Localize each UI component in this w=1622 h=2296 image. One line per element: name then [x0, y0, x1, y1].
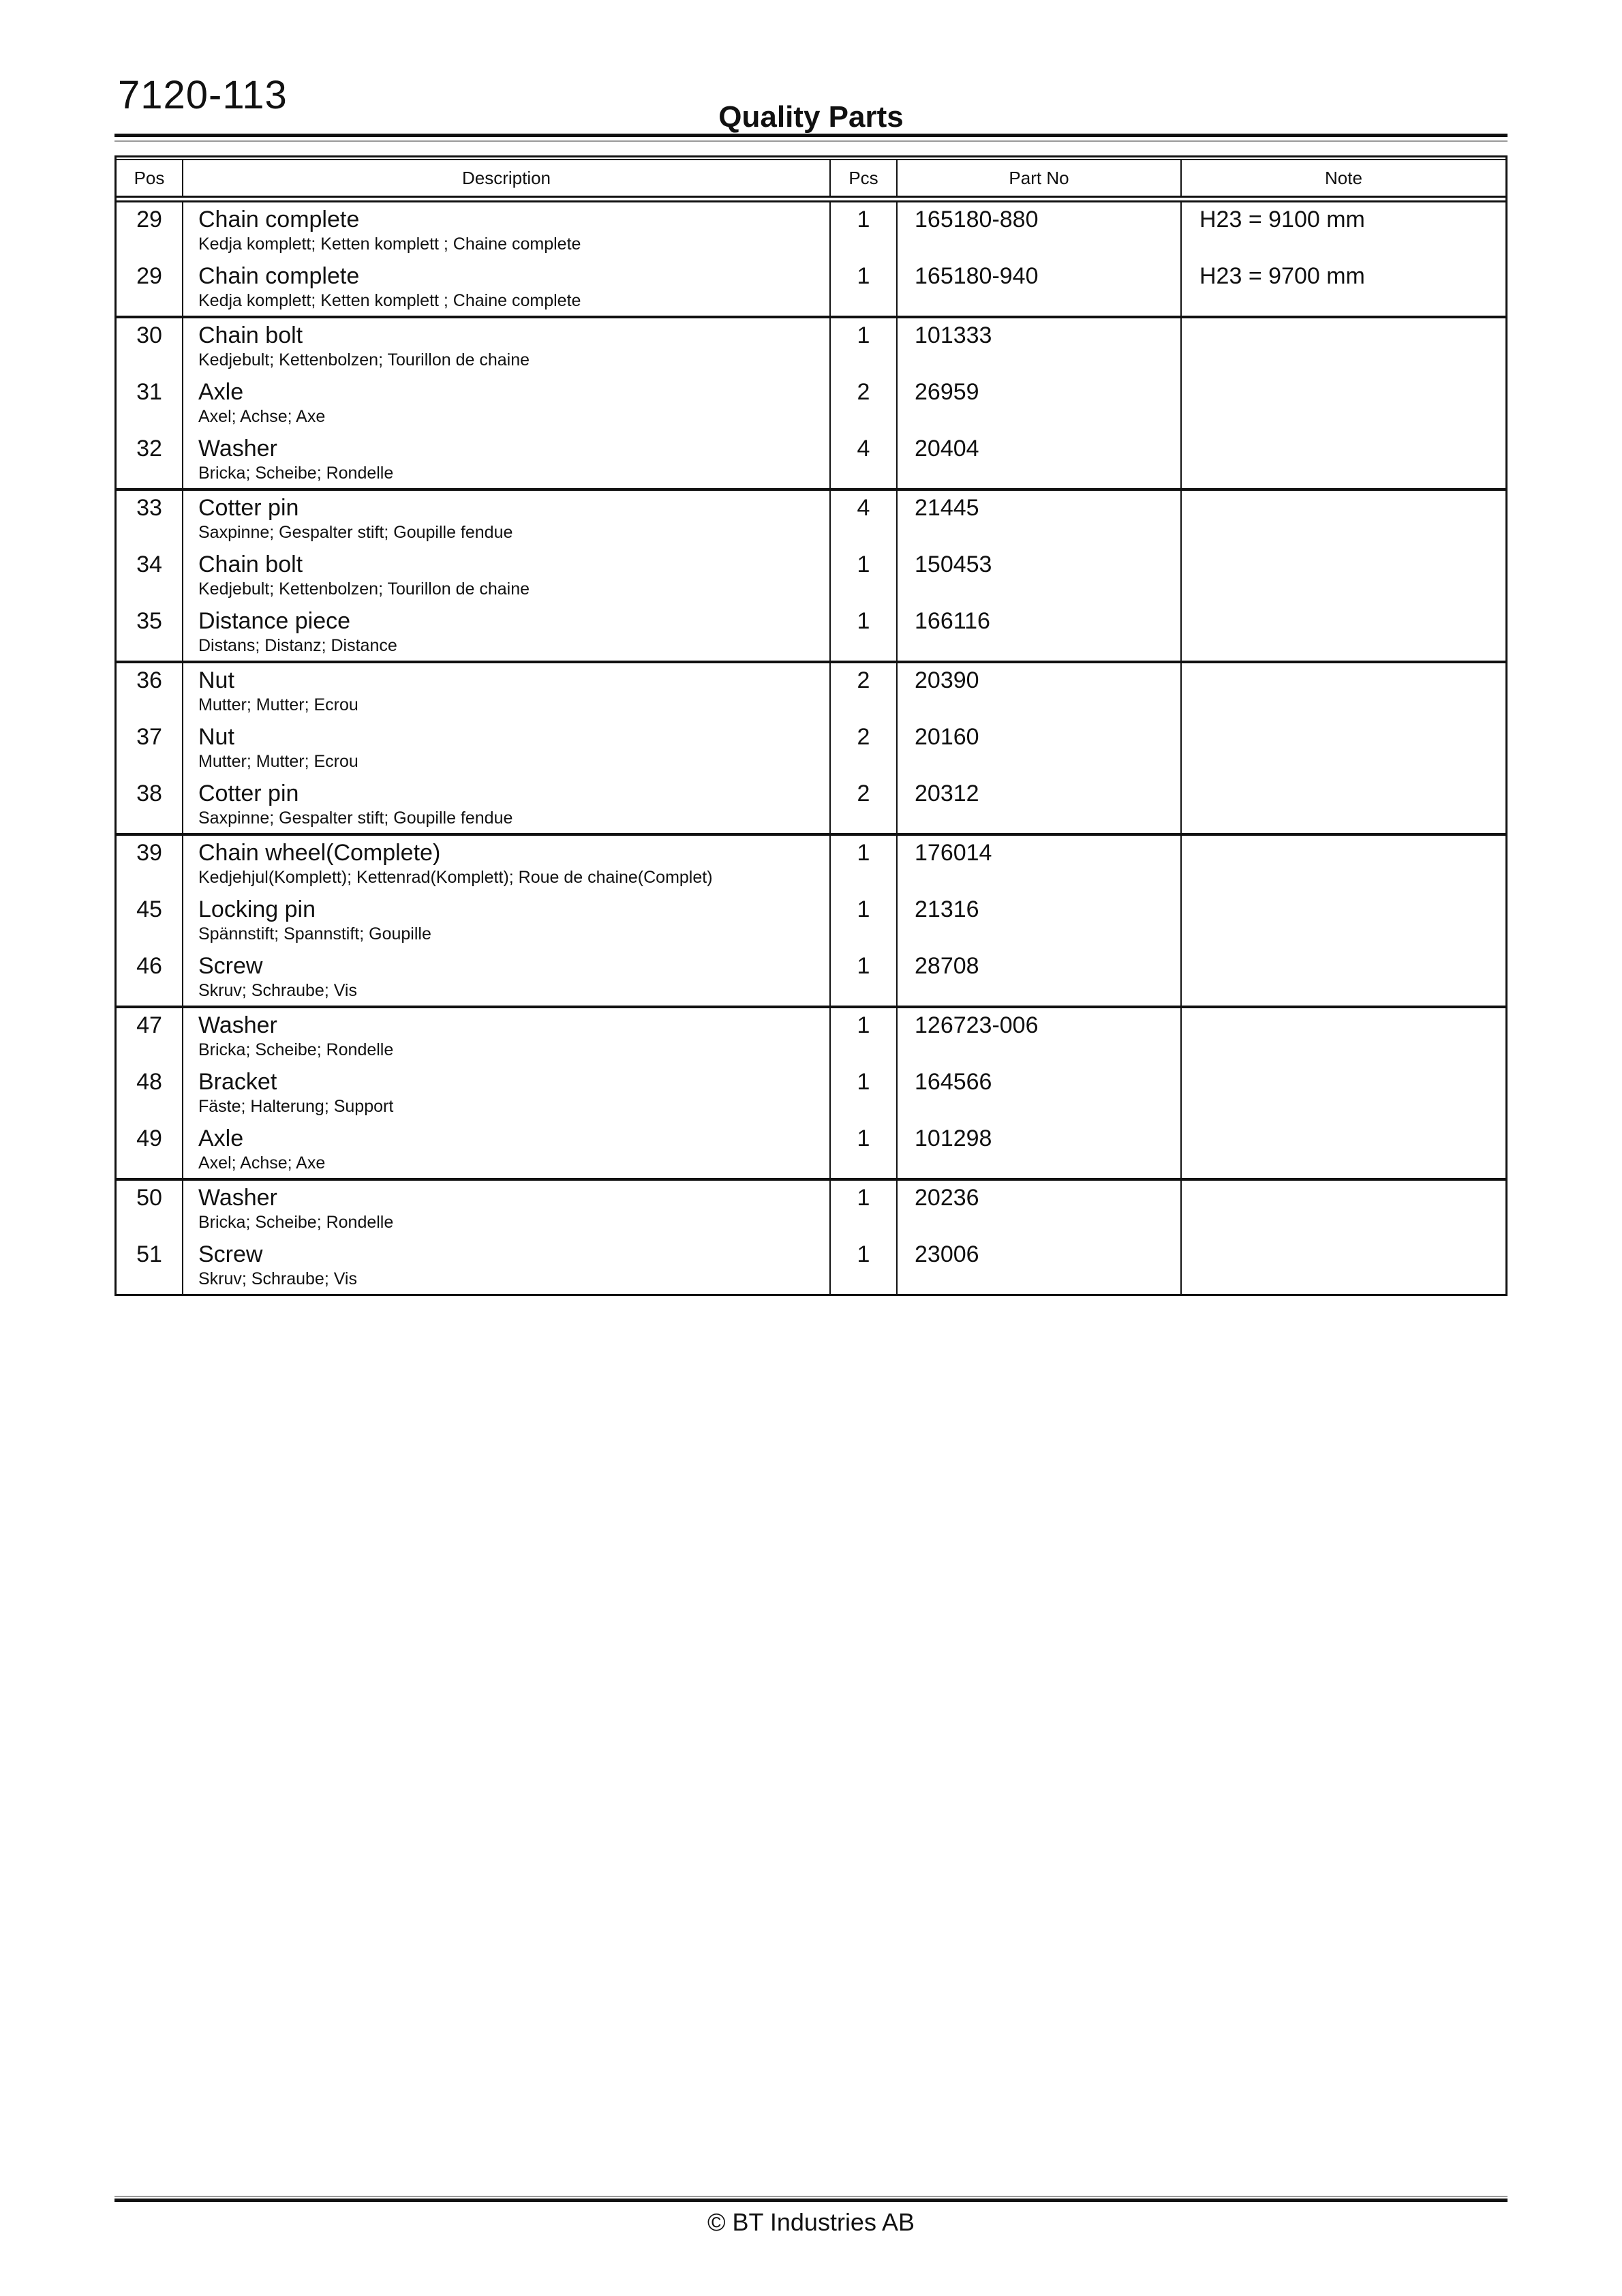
- cell-pos: [117, 318, 183, 375]
- cell-description: [183, 432, 831, 488]
- pcs-value: 1: [857, 1126, 870, 1151]
- note-value: [1199, 432, 1505, 435]
- column-header-label: Pcs: [848, 167, 878, 188]
- cell-pos: [117, 604, 183, 661]
- cell-pos: [117, 202, 183, 259]
- pos-value: 35: [136, 608, 162, 634]
- pos-value: 45: [136, 896, 162, 922]
- table-row: [117, 1065, 1505, 1121]
- description-multilingual: Mutter; Mutter; Ecrou: [198, 695, 358, 714]
- cell-description: [183, 259, 831, 316]
- part-no-value: 20312: [915, 781, 979, 806]
- pos-value: 39: [136, 840, 162, 866]
- cell-part-no: [898, 432, 1182, 488]
- pos-value: 36: [136, 667, 162, 693]
- part-no-value: 21445: [915, 495, 979, 521]
- row-group: [117, 202, 1505, 318]
- cell-part-no: [898, 259, 1182, 316]
- pcs-value: 1: [857, 552, 870, 577]
- cell-pcs: [831, 949, 898, 1006]
- cell-part-no: [898, 491, 1182, 547]
- cell-pos: [117, 1181, 183, 1237]
- description-main: Chain complete: [198, 263, 360, 289]
- column-header-label: Pos: [134, 167, 165, 188]
- cell-pcs: [831, 836, 898, 892]
- row-group: [117, 1181, 1505, 1294]
- page-title: Quality Parts: [718, 100, 904, 134]
- column-header-description: [183, 160, 831, 196]
- cell-pcs: [831, 202, 898, 259]
- description-multilingual: Mutter; Mutter; Ecrou: [198, 752, 358, 771]
- cell-pos: [117, 1008, 183, 1065]
- row-group: [117, 318, 1505, 491]
- part-no-value: 166116: [915, 608, 990, 634]
- part-no-value: 20160: [915, 724, 979, 750]
- cell-note: [1182, 720, 1505, 776]
- pcs-value: 1: [857, 896, 870, 922]
- cell-part-no: [898, 202, 1182, 259]
- footer-copyright-text: © BT Industries AB: [707, 2208, 915, 2236]
- part-no-value: 164566: [915, 1069, 992, 1095]
- cell-pcs: [831, 1065, 898, 1121]
- cell-note: [1182, 375, 1505, 432]
- description-main: Axle: [198, 1126, 244, 1151]
- pos-value: 46: [136, 953, 162, 979]
- note-value: [1199, 949, 1505, 952]
- cell-pcs: [831, 663, 898, 720]
- note-value: [1199, 1237, 1505, 1241]
- table-row: [117, 1181, 1505, 1237]
- part-no-value: 101298: [915, 1126, 992, 1151]
- cell-description: [183, 836, 831, 892]
- cell-note: [1182, 776, 1505, 833]
- pos-value: 37: [136, 724, 162, 750]
- cell-part-no: [898, 949, 1182, 1006]
- note-value: [1199, 1065, 1505, 1068]
- cell-part-no: [898, 318, 1182, 375]
- cell-description: [183, 1181, 831, 1237]
- cell-pos: [117, 892, 183, 949]
- row-group: [117, 1008, 1505, 1181]
- pcs-value: 1: [857, 1185, 870, 1211]
- part-no-value: 101333: [915, 322, 992, 348]
- table-row: [117, 836, 1505, 892]
- cell-pos: [117, 949, 183, 1006]
- table-row: [117, 720, 1505, 776]
- table-row: [117, 949, 1505, 1006]
- cell-note: [1182, 202, 1505, 259]
- description-main: Chain complete: [198, 207, 360, 232]
- description-multilingual: Kedja komplett; Ketten komplett ; Chaine complete: [198, 235, 581, 254]
- description-multilingual: Skruv; Schraube; Vis: [198, 981, 357, 1000]
- cell-pos: [117, 259, 183, 316]
- cell-pos: [117, 375, 183, 432]
- part-no-value: 23006: [915, 1241, 979, 1267]
- pos-value: 29: [136, 207, 162, 232]
- description-multilingual: Bricka; Scheibe; Rondelle: [198, 1213, 394, 1232]
- table-row: [117, 1121, 1505, 1178]
- cell-part-no: [898, 375, 1182, 432]
- part-no-value: 21316: [915, 896, 979, 922]
- description-main: Distance piece: [198, 608, 351, 634]
- cell-pos: [117, 432, 183, 488]
- cell-pos: [117, 776, 183, 833]
- cell-description: [183, 1008, 831, 1065]
- pos-value: 38: [136, 781, 162, 806]
- description-main: Chain bolt: [198, 322, 303, 348]
- column-header-label: Description: [461, 167, 551, 188]
- cell-note: [1182, 259, 1505, 316]
- table-row: [117, 491, 1505, 547]
- cell-pos: [117, 547, 183, 604]
- cell-pos: [117, 1237, 183, 1294]
- cell-description: [183, 1237, 831, 1294]
- note-value: [1199, 375, 1505, 378]
- pcs-value: 1: [857, 207, 870, 232]
- cell-pcs: [831, 547, 898, 604]
- cell-part-no: [898, 604, 1182, 661]
- description-multilingual: Spännstift; Spannstift; Goupille: [198, 924, 431, 943]
- column-header-pcs: [831, 160, 898, 196]
- cell-part-no: [898, 1008, 1182, 1065]
- pos-value: 34: [136, 552, 162, 577]
- part-no-value: 20404: [915, 436, 979, 462]
- table-row: [117, 259, 1505, 316]
- column-header-note: [1182, 160, 1505, 196]
- table-row: [117, 318, 1505, 375]
- cell-pcs: [831, 1237, 898, 1294]
- cell-description: [183, 318, 831, 375]
- cell-pcs: [831, 1121, 898, 1178]
- cell-description: [183, 1065, 831, 1121]
- cell-note: [1182, 547, 1505, 604]
- column-header-label: Part No: [1009, 167, 1069, 188]
- pcs-value: 4: [857, 495, 870, 521]
- pcs-value: 2: [857, 667, 870, 693]
- cell-pos: [117, 491, 183, 547]
- part-no-value: 20390: [915, 667, 979, 693]
- part-no-value: 150453: [915, 552, 992, 577]
- cell-pcs: [831, 1008, 898, 1065]
- cell-part-no: [898, 547, 1182, 604]
- pos-value: 51: [136, 1241, 162, 1267]
- note-value: [1199, 720, 1505, 723]
- cell-pcs: [831, 432, 898, 488]
- pcs-value: 2: [857, 379, 870, 405]
- cell-part-no: [898, 663, 1182, 720]
- description-main: Screw: [198, 953, 263, 979]
- cell-description: [183, 720, 831, 776]
- cell-description: [183, 776, 831, 833]
- pcs-value: 1: [857, 322, 870, 348]
- header-rule-shadow: [114, 140, 1508, 142]
- table-row: [117, 202, 1505, 259]
- cell-note: [1182, 836, 1505, 892]
- pos-value: 30: [136, 322, 162, 348]
- description-main: Chain wheel(Complete): [198, 840, 441, 866]
- table-body: [117, 202, 1505, 1294]
- description-multilingual: Axel; Achse; Axe: [198, 1153, 326, 1173]
- note-value: [1199, 1181, 1505, 1184]
- table-row: [117, 432, 1505, 488]
- cell-part-no: [898, 1181, 1182, 1237]
- doc-number: 7120-113: [118, 73, 288, 117]
- table-row: [117, 547, 1505, 604]
- cell-description: [183, 1121, 831, 1178]
- table-row: [117, 776, 1505, 833]
- table-row: [117, 1008, 1505, 1065]
- cell-description: [183, 663, 831, 720]
- pcs-value: 4: [857, 436, 870, 462]
- part-no-value: 28708: [915, 953, 979, 979]
- footer-rule: [114, 2199, 1508, 2202]
- cell-description: [183, 547, 831, 604]
- cell-pcs: [831, 491, 898, 547]
- cell-pcs: [831, 1181, 898, 1237]
- column-header-pos: [117, 160, 183, 196]
- pos-value: 47: [136, 1012, 162, 1038]
- note-value: [1199, 836, 1505, 839]
- cell-pcs: [831, 892, 898, 949]
- cell-note: [1182, 892, 1505, 949]
- part-no-value: 176014: [915, 840, 992, 866]
- cell-pcs: [831, 318, 898, 375]
- row-group: [117, 836, 1505, 1008]
- table-row: [117, 1237, 1505, 1294]
- note-value: H23 = 9100 mm: [1199, 207, 1365, 232]
- cell-note: [1182, 1065, 1505, 1121]
- description-multilingual: Kedjehjul(Komplett); Kettenrad(Komplett); Roue de chaine(Complet): [198, 868, 713, 887]
- cell-part-no: [898, 892, 1182, 949]
- cell-pos: [117, 1065, 183, 1121]
- note-value: [1199, 491, 1505, 494]
- cell-note: [1182, 1008, 1505, 1065]
- part-no-value: 165180-880: [915, 207, 1039, 232]
- description-main: Washer: [198, 436, 277, 462]
- description-main: Chain bolt: [198, 552, 303, 577]
- cell-pcs: [831, 604, 898, 661]
- description-main: Washer: [198, 1185, 277, 1211]
- cell-description: [183, 949, 831, 1006]
- cell-part-no: [898, 776, 1182, 833]
- pcs-value: 2: [857, 781, 870, 806]
- description-multilingual: Fäste; Halterung; Support: [198, 1097, 394, 1116]
- description-multilingual: Bricka; Scheibe; Rondelle: [198, 464, 394, 483]
- table-row: [117, 375, 1505, 432]
- description-main: Nut: [198, 724, 234, 750]
- part-no-value: 20236: [915, 1185, 979, 1211]
- column-header-label: Note: [1325, 167, 1362, 188]
- cell-note: [1182, 1181, 1505, 1237]
- column-header-part-no: [898, 160, 1182, 196]
- pos-value: 33: [136, 495, 162, 521]
- cell-pos: [117, 663, 183, 720]
- cell-pos: [117, 720, 183, 776]
- description-multilingual: Skruv; Schraube; Vis: [198, 1269, 357, 1288]
- cell-note: [1182, 491, 1505, 547]
- cell-description: [183, 375, 831, 432]
- description-main: Cotter pin: [198, 781, 299, 806]
- part-no-value: 26959: [915, 379, 979, 405]
- parts-table: [114, 155, 1508, 1296]
- note-value: [1199, 663, 1505, 667]
- description-multilingual: Axel; Achse; Axe: [198, 407, 326, 426]
- pcs-value: 1: [857, 608, 870, 634]
- table-header-row: [117, 160, 1505, 196]
- description-multilingual: Saxpinne; Gespalter stift; Goupille fendue: [198, 523, 513, 542]
- pcs-value: 1: [857, 263, 870, 289]
- pcs-value: 1: [857, 1241, 870, 1267]
- cell-note: [1182, 1237, 1505, 1294]
- row-group: [117, 491, 1505, 663]
- note-value: [1199, 604, 1505, 607]
- cell-part-no: [898, 1121, 1182, 1178]
- note-value: [1199, 1008, 1505, 1012]
- cell-pcs: [831, 259, 898, 316]
- pos-value: 50: [136, 1185, 162, 1211]
- cell-pcs: [831, 776, 898, 833]
- description-main: Washer: [198, 1012, 277, 1038]
- description-multilingual: Saxpinne; Gespalter stift; Goupille fendue: [198, 809, 513, 828]
- header-separator-double-line: [117, 196, 1505, 202]
- part-no-value: 126723-006: [915, 1012, 1039, 1038]
- cell-note: [1182, 604, 1505, 661]
- cell-note: [1182, 1121, 1505, 1178]
- cell-note: [1182, 663, 1505, 720]
- description-multilingual: Kedjebult; Kettenbolzen; Tourillon de chaine: [198, 579, 530, 599]
- pos-value: 48: [136, 1069, 162, 1095]
- note-value: [1199, 318, 1505, 322]
- pcs-value: 2: [857, 724, 870, 750]
- header-rule: [114, 134, 1508, 137]
- description-main: Cotter pin: [198, 495, 299, 521]
- description-multilingual: Kedja komplett; Ketten komplett ; Chaine complete: [198, 291, 581, 310]
- pcs-value: 1: [857, 953, 870, 979]
- cell-pcs: [831, 720, 898, 776]
- cell-description: [183, 491, 831, 547]
- description-main: Screw: [198, 1241, 263, 1267]
- cell-pos: [117, 1121, 183, 1178]
- pcs-value: 1: [857, 1069, 870, 1095]
- pos-value: 32: [136, 436, 162, 462]
- cell-note: [1182, 949, 1505, 1006]
- cell-part-no: [898, 1065, 1182, 1121]
- cell-description: [183, 892, 831, 949]
- cell-description: [183, 202, 831, 259]
- pcs-value: 1: [857, 1012, 870, 1038]
- description-main: Nut: [198, 667, 234, 693]
- description-multilingual: Kedjebult; Kettenbolzen; Tourillon de chaine: [198, 350, 530, 369]
- part-no-value: 165180-940: [915, 263, 1039, 289]
- pcs-value: 1: [857, 840, 870, 866]
- description-main: Axle: [198, 379, 244, 405]
- pos-value: 49: [136, 1126, 162, 1151]
- cell-part-no: [898, 836, 1182, 892]
- cell-part-no: [898, 1237, 1182, 1294]
- note-value: [1199, 892, 1505, 896]
- table-row: [117, 663, 1505, 720]
- cell-note: [1182, 432, 1505, 488]
- description-multilingual: Distans; Distanz; Distance: [198, 636, 397, 655]
- note-value: [1199, 547, 1505, 551]
- description-multilingual: Bricka; Scheibe; Rondelle: [198, 1040, 394, 1059]
- table-row: [117, 892, 1505, 949]
- note-value: [1199, 1121, 1505, 1125]
- cell-part-no: [898, 720, 1182, 776]
- table-row: [117, 604, 1505, 661]
- cell-pos: [117, 836, 183, 892]
- note-value: H23 = 9700 mm: [1199, 263, 1365, 289]
- cell-note: [1182, 318, 1505, 375]
- cell-pcs: [831, 375, 898, 432]
- row-group: [117, 663, 1505, 836]
- pos-value: 29: [136, 263, 162, 289]
- description-main: Locking pin: [198, 896, 316, 922]
- pos-value: 31: [136, 379, 162, 405]
- note-value: [1199, 776, 1505, 780]
- cell-description: [183, 604, 831, 661]
- description-main: Bracket: [198, 1069, 277, 1095]
- footer-rule-shadow: [114, 2196, 1508, 2197]
